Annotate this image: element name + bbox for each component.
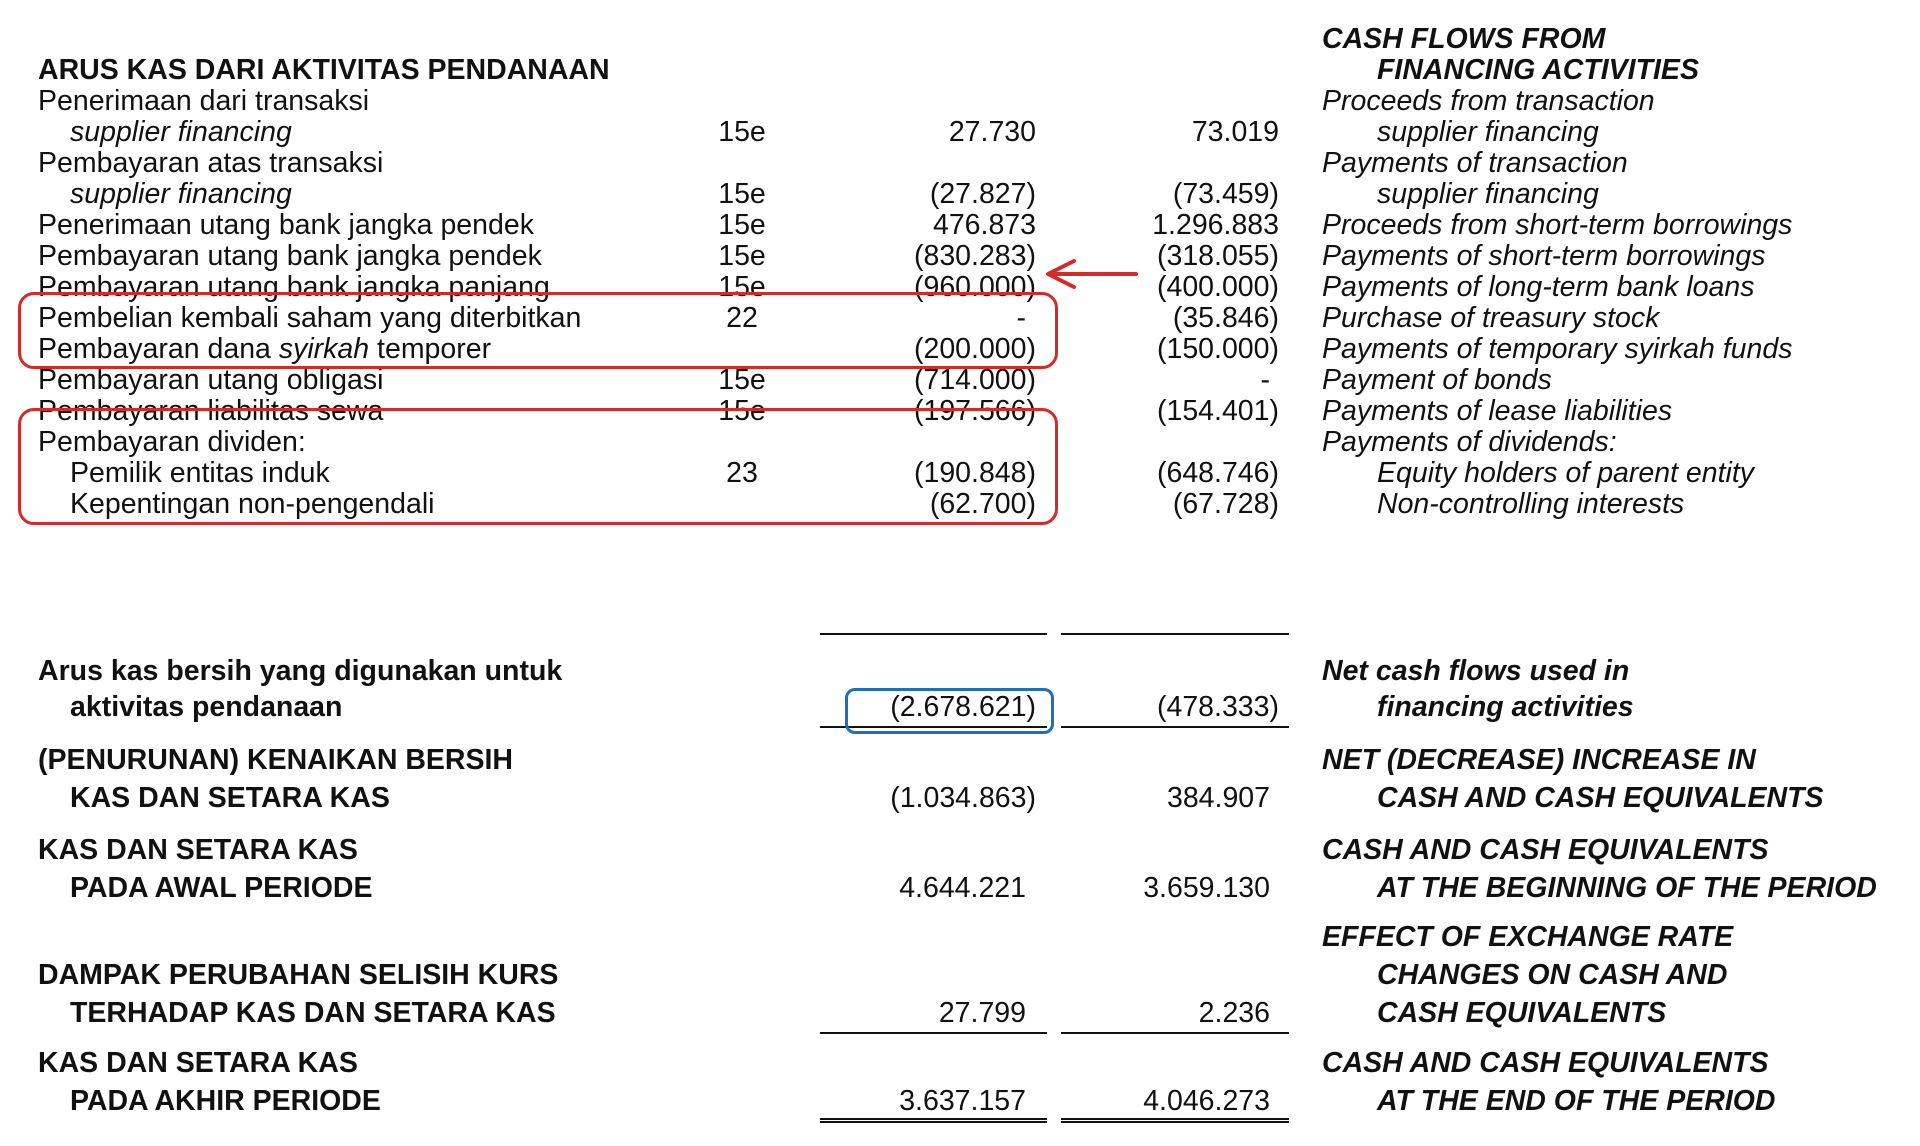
row-label-id: supplier financing — [70, 116, 292, 148]
row-label-en: Payments of transaction — [1322, 147, 1628, 179]
highlight-box-syirkah-bonds-lease — [18, 408, 1058, 525]
net-change-label-en: NET (DECREASE) INCREASE IN — [1322, 744, 1756, 776]
row-current-value: (197.566) — [913, 395, 1036, 427]
row-label-id: Kepentingan non-pengendali — [70, 488, 435, 520]
net-change-label-en-2: CASH AND CASH EQUIVALENTS — [1377, 782, 1824, 814]
row-label-id: Pembayaran dividen: — [38, 426, 306, 458]
row-label-en: supplier financing — [1377, 178, 1599, 210]
ending-label-id: KAS DAN SETARA KAS — [38, 1047, 358, 1079]
row-label-en: Payments of short-term borrowings — [1322, 240, 1766, 272]
highlight-box-bank-loans — [18, 292, 1058, 369]
row-current-value: (960.000) — [913, 271, 1036, 303]
subtotal-rule — [1061, 633, 1289, 635]
ending-row-1 — [0, 1044, 1920, 1082]
row-label-id-part: temporer — [377, 333, 492, 365]
row-label-id: Penerimaan dari transaksi — [38, 85, 370, 117]
fx-effect-row-2 — [0, 994, 1920, 1032]
row-label-en: Purchase of treasury stock — [1322, 302, 1660, 334]
row-prior-value: (318.055) — [1156, 240, 1279, 272]
fx-effect-current-value: 27.799 — [938, 997, 1026, 1029]
fx-effect-label-id-2: TERHADAP KAS DAN SETARA KAS — [70, 997, 556, 1029]
total-highlight-box — [845, 688, 1054, 734]
net-change-prior-value: 384.907 — [1166, 782, 1270, 814]
beginning-row-2 — [0, 869, 1920, 907]
row-prior-value: (154.401) — [1156, 395, 1279, 427]
beginning-prior-value: 3.659.130 — [1143, 872, 1270, 904]
row-note: 15e — [718, 364, 766, 396]
grand-total-double-rule — [820, 1118, 1047, 1123]
net-change-row-2 — [0, 779, 1920, 817]
row-current-value: (27.827) — [929, 178, 1036, 210]
beginning-label-id-2: PADA AWAL PERIODE — [70, 872, 373, 904]
row-prior-value: (150.000) — [1156, 333, 1279, 365]
row-note: 15e — [718, 116, 766, 148]
row-label-en: Payments of dividends: — [1322, 426, 1617, 458]
net-financing-prior-value: (478.333) — [1156, 691, 1279, 723]
row-prior-value: - — [1260, 364, 1270, 396]
red-left-arrow-icon — [1040, 256, 1140, 292]
grand-total-double-rule — [1061, 1118, 1289, 1123]
row-note: 23 — [726, 457, 758, 489]
net-financing-label-en: Net cash flows used in — [1322, 655, 1630, 687]
fx-effect-row-0 — [0, 918, 1920, 956]
fx-effect-label-en-2: CHANGES ON CASH AND — [1377, 959, 1728, 991]
row-label-en: Proceeds from short-term borrowings — [1322, 209, 1793, 241]
ending-label-en: CASH AND CASH EQUIVALENTS — [1322, 1047, 1769, 1079]
row-label-en: Non-controlling interests — [1377, 488, 1685, 520]
row-current-value: (62.700) — [929, 488, 1036, 520]
fx-effect-row-1 — [0, 956, 1920, 994]
net-financing-label-id: Arus kas bersih yang digunakan untuk — [38, 655, 563, 687]
row-prior-value: 1.296.883 — [1152, 209, 1279, 241]
row-label-id: Pembayaran utang obligasi — [38, 364, 384, 396]
row-prior-value: 73.019 — [1191, 116, 1279, 148]
net-financing-label-en-2: financing activities — [1377, 691, 1634, 723]
beginning-row-1 — [0, 831, 1920, 869]
fx-effect-label-en-3: CASH EQUIVALENTS — [1377, 997, 1667, 1029]
row-current-value: 27.730 — [948, 116, 1036, 148]
fx-effect-prior-value: 2.236 — [1198, 997, 1270, 1029]
row-label-id-italic: syirkah — [278, 333, 370, 365]
row-current-value: (190.848) — [913, 457, 1036, 489]
row-label-en: Payments of long-term bank loans — [1322, 271, 1755, 303]
row-label-en: Equity holders of parent entity — [1377, 457, 1755, 489]
row-prior-value: (73.459) — [1172, 178, 1279, 210]
row-prior-value: (648.746) — [1156, 457, 1279, 489]
row-label-id: Pembelian kembali saham yang diterbitkan — [38, 302, 582, 334]
net-change-label-id-2: KAS DAN SETARA KAS — [70, 782, 390, 814]
ending-row-2 — [0, 1082, 1920, 1120]
heading-en-line-1: CASH FLOWS FROM — [1322, 23, 1606, 55]
row-label-id: Pembayaran atas transaksi — [38, 147, 384, 179]
net-financing-current-value: (2.678.621) — [890, 691, 1036, 723]
row-note: 15e — [718, 209, 766, 241]
row-label-en: Payments of lease liabilities — [1322, 395, 1673, 427]
row-note: 15e — [718, 240, 766, 272]
row-note: 15e — [718, 395, 766, 427]
beginning-current-value: 4.644.221 — [899, 872, 1026, 904]
row-label-id: Pembayaran utang bank jangka pendek — [38, 240, 542, 272]
total-rule — [1061, 726, 1289, 728]
ending-label-id-2: PADA AKHIR PERIODE — [70, 1085, 381, 1117]
heading-en-line-2: FINANCING ACTIVITIES — [1377, 54, 1699, 86]
row-current-value: 476.873 — [932, 209, 1036, 241]
row-note: 22 — [726, 302, 758, 334]
net-financing-label-id-2: aktivitas pendanaan — [70, 691, 343, 723]
beginning-label-id: KAS DAN SETARA KAS — [38, 834, 358, 866]
row-prior-value: (400.000) — [1156, 271, 1279, 303]
subtotal-rule — [820, 1032, 1047, 1034]
row-current-value: (200.000) — [913, 333, 1036, 365]
row-current-value: - — [1016, 302, 1026, 334]
row-label-id: Pembayaran liabilitas sewa — [38, 395, 384, 427]
row-note: 15e — [718, 178, 766, 210]
ending-label-en-2: AT THE END OF THE PERIOD — [1377, 1085, 1776, 1117]
beginning-label-en-2: AT THE BEGINNING OF THE PERIOD — [1377, 872, 1877, 904]
subtotal-rule — [1061, 1032, 1289, 1034]
heading-id: ARUS KAS DARI AKTIVITAS PENDANAAN — [38, 54, 610, 86]
ending-prior-value: 4.046.273 — [1143, 1085, 1270, 1117]
row-current-value: (714.000) — [913, 364, 1036, 396]
row-label-id: Pemilik entitas induk — [70, 457, 330, 489]
net-financing-row-1 — [0, 652, 1920, 690]
row-label-en: supplier financing — [1377, 116, 1599, 148]
net-change-row-1 — [0, 741, 1920, 779]
row-label-en: Proceeds from transaction — [1322, 85, 1655, 117]
ending-current-value: 3.637.157 — [899, 1085, 1026, 1117]
beginning-label-en: CASH AND CASH EQUIVALENTS — [1322, 834, 1769, 866]
row-label-id-part: Pembayaran dana — [38, 333, 271, 365]
net-change-label-id: (PENURUNAN) KENAIKAN BERSIH — [38, 744, 514, 776]
row-label-id: supplier financing — [70, 178, 292, 210]
row-prior-value: (35.846) — [1172, 302, 1279, 334]
row-label-id: Pembayaran utang bank jangka panjang — [38, 271, 550, 303]
row-prior-value: (67.728) — [1172, 488, 1279, 520]
row-label-en: Payments of temporary syirkah funds — [1322, 333, 1793, 365]
row-label-id: Penerimaan utang bank jangka pendek — [38, 209, 534, 241]
net-change-current-value: (1.034.863) — [890, 782, 1036, 814]
subtotal-rule — [820, 633, 1047, 635]
row-label-en: Payment of bonds — [1322, 364, 1552, 396]
row-note: 15e — [718, 271, 766, 303]
fx-effect-label-en: EFFECT OF EXCHANGE RATE — [1322, 921, 1734, 953]
row-current-value: (830.283) — [913, 240, 1036, 272]
fx-effect-label-id: DAMPAK PERUBAHAN SELISIH KURS — [38, 959, 559, 991]
